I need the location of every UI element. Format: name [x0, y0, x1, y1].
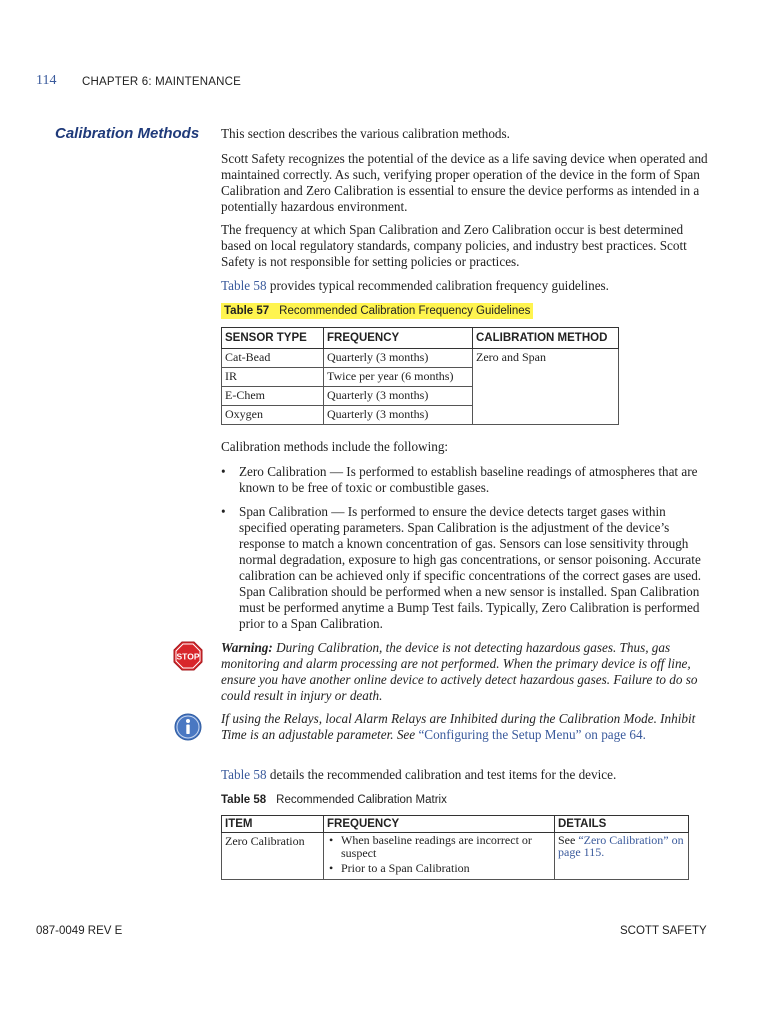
cell-frequency: Twice per year (6 months)	[324, 368, 473, 387]
warning-note	[221, 640, 711, 704]
cell-sensor: E-Chem	[222, 387, 324, 406]
col-header-details: DETAILS	[555, 816, 689, 833]
col-header-frequency: FREQUENCY	[324, 328, 473, 349]
info-icon	[174, 713, 202, 746]
zero-calibration-link[interactable]: “Zero Calibration” on page 115.	[558, 833, 684, 859]
col-header-sensor-type: SENSOR TYPE	[222, 328, 324, 349]
table-58-caption	[221, 794, 447, 806]
table-57-label: Table 57	[224, 305, 270, 317]
info-text: If using the Relays, local Alarm Relays are Inhibited during the Calibration Mode. Inhibit Time is an adjustable parameter. See	[221, 711, 696, 742]
stop-icon	[173, 641, 203, 676]
cell-frequency	[324, 833, 555, 880]
chapter-header: CHAPTER 6: MAINTENANCE	[82, 76, 242, 88]
cell-frequency: Quarterly (3 months)	[324, 406, 473, 425]
cell-frequency: Quarterly (3 months)	[324, 349, 473, 368]
cell-frequency: Quarterly (3 months)	[324, 387, 473, 406]
table-58-title: Recommended Calibration Matrix	[276, 794, 447, 806]
list-item-zero-calibration	[221, 464, 711, 496]
list-item-span-calibration	[221, 504, 711, 632]
calibration-matrix-table	[221, 815, 689, 880]
warning-text: During Calibration, the device is not detecting hazardous gases. Thus, gas monitoring and alarm processing are not performed. When the primary device is off line, ensure you have another online device to actively detect hazardous gases. Failure to do so could result in injury or death.	[221, 640, 698, 703]
cell-sensor: Cat-Bead	[222, 349, 324, 368]
col-header-frequency: FREQUENCY	[324, 816, 555, 833]
stop-icon-label: STOP	[176, 651, 200, 662]
calibration-frequency-table	[221, 327, 619, 425]
bullet-icon: •	[221, 464, 226, 479]
frequency-paragraph: The frequency at which Span Calibration and Zero Calibration occur is best determined based on local regulatory standards, company policies, and industry best practices. Scott Safety is not responsible for setting policies or practices.	[221, 222, 687, 269]
matrix-reference-text: details the recommended calibration and test items for the device.	[266, 767, 617, 782]
company-name: SCOTT SAFETY	[620, 925, 707, 937]
matrix-reference-paragraph	[221, 767, 711, 783]
section-title: Calibration Methods	[55, 125, 200, 142]
span-calibration-text: Span Calibration — Is performed to ensure the device detects target gases within specified operating parameters. Span Calibration is the adjustment of the device’s response to match a known concentration of gas. Sensors can lose sensitivity through normal degradation, exposure to high gas concentrations, or sensor poisoning. Accurate calibration can be achieved only if specific concentrations of the correct gases are used. Span Calibration should be performed when a new sensor is installed. Span Calibration must be performed anytime a Bump Test fails. Typically, Zero Calibration is performed prior to a Span Calibration.	[239, 504, 702, 631]
setup-menu-link[interactable]: “Configuring the Setup Menu” on page 64.	[418, 727, 646, 742]
frequency-bullet: • Prior to a Span Calibration	[341, 862, 551, 875]
table-row	[222, 833, 689, 880]
col-header-calibration-method: CALIBRATION METHOD	[473, 328, 619, 349]
methods-intro: Calibration methods include the following:	[221, 439, 449, 454]
intro-paragraph: This section describes the various calibration methods.	[221, 126, 510, 141]
details-prefix: See	[558, 833, 579, 847]
cell-details	[555, 833, 689, 880]
bullet-icon: •	[221, 504, 226, 519]
page-number: 114	[36, 73, 57, 88]
table-row	[222, 349, 619, 368]
cell-item: Zero Calibration	[222, 833, 324, 880]
table-58-label: Table 58	[221, 794, 267, 806]
table-57-caption	[221, 305, 533, 317]
table-header-row	[222, 328, 619, 349]
zero-calibration-text: Zero Calibration — Is performed to establish baseline readings of atmospheres that are known to be free of toxic or combustible gases.	[239, 464, 698, 495]
table-reference-text: provides typical recommended calibration frequency guidelines.	[266, 278, 609, 293]
info-note	[221, 711, 711, 743]
col-header-item: ITEM	[222, 816, 324, 833]
cell-method: Zero and Span	[473, 349, 619, 425]
table-58-link[interactable]: Table 58	[221, 278, 267, 293]
frequency-bullet: • When baseline readings are incorrect or suspect	[341, 834, 551, 860]
purpose-paragraph: Scott Safety recognizes the potential of the device as a life saving device when operated and maintained correctly. As such, verifying proper operation of the device in the form of Span Calibration and Zero Calibration is essential to ensure the device performs as intended in a potentially hazardous environment.	[221, 151, 708, 214]
table-58-link[interactable]: Table 58	[221, 767, 267, 782]
warning-label: Warning:	[221, 640, 273, 655]
table-57-title: Recommended Calibration Frequency Guidelines	[279, 305, 531, 317]
cell-sensor: Oxygen	[222, 406, 324, 425]
document-id: 087-0049 REV E	[36, 925, 123, 937]
cell-sensor: IR	[222, 368, 324, 387]
table-reference-paragraph	[221, 278, 711, 294]
table-header-row	[222, 816, 689, 833]
